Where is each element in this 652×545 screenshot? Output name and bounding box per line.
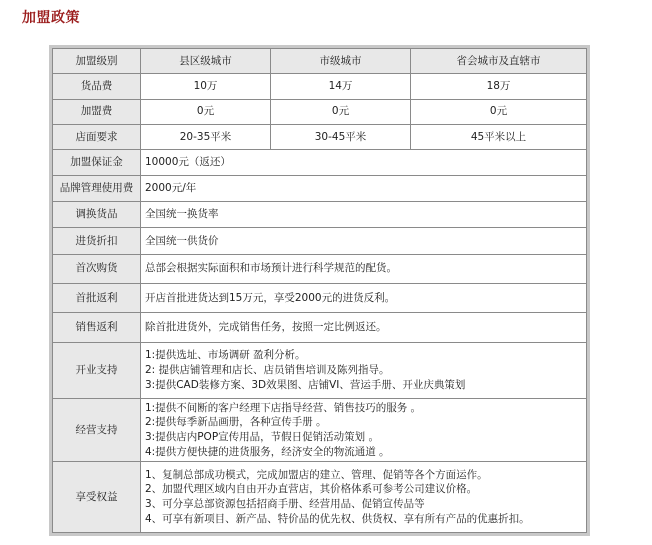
table-row-opening-support [53,342,587,399]
table-row-first-rebate [53,283,587,312]
first-rebate-value: 开店首批进货达到15万元，享受2000元的进货反利。 [141,283,587,312]
store-area-provincial: 45平米以上 [411,124,587,149]
store-area-municipal: 30-45平米 [271,124,411,149]
table-row-sales-rebate [53,313,587,342]
header-county-city: 县区级城市 [141,49,271,74]
list-item: 3、可分享总部资源包括招商手册、经营用品、促销宣传品等 [145,498,425,511]
policy-table-frame [49,45,590,536]
first-purchase-value: 总部会根据实际面积和市场预计进行科学规范的配货。 [141,254,587,283]
table-row-first-purchase [53,254,587,283]
row-label: 调换货品 [53,201,141,227]
header-provincial-city: 省会城市及直辖市 [411,49,587,74]
opening-support-value [141,342,587,399]
row-label: 品牌管理使用费 [53,175,141,201]
list-item: 4:提供方便快捷的进货服务，经济安全的物流通道 。 [145,445,390,458]
table-row-operation-support [53,399,587,462]
list-item: 1、复制总部成功模式，完成加盟店的建立、管理、促销等各个方面运作。 [145,468,488,481]
deposit-value: 10000元（返还） [141,150,587,175]
list-item: 2: 提供店铺管理和店长、店员销售培训及陈列指导。 [145,364,390,377]
list-item: 1:提供不间断的客户经理下店指导经营、销售技巧的服务 。 [145,401,422,414]
join-fee-county: 0元 [141,99,271,124]
row-label: 加盟保证金 [53,150,141,175]
store-area-county: 20-35平米 [141,124,271,149]
discount-value: 全国统一供货价 [141,228,587,254]
list-item: 4、可享有新项目、新产品、特价品的优先权、供货权、享有所有产品的优惠折扣。 [145,512,530,525]
join-fee-provincial: 0元 [411,99,587,124]
table-row-rights [53,462,587,533]
goods-fee-provincial: 18万 [411,74,587,99]
row-label: 开业支持 [53,342,141,399]
list-item: 3:提供CAD装修方案、3D效果图、店铺VI、营运手册、开业庆典策划 [145,378,466,391]
list-item: 3:提供店内POP宣传用品，节假日促销活动策划 。 [145,431,379,444]
row-label: 货品费 [53,74,141,99]
row-label: 进货折扣 [53,228,141,254]
table-row-brand-fee [53,175,587,201]
rights-value [141,462,587,533]
sales-rebate-value: 除首批进货外，完成销售任务，按照一定比例返还。 [141,313,587,342]
header-level-label: 加盟级别 [53,49,141,74]
table-row-join-fee [53,99,587,124]
row-label: 加盟费 [53,99,141,124]
row-label: 店面要求 [53,124,141,149]
table-row-deposit [53,150,587,175]
exchange-value: 全国统一换货率 [141,201,587,227]
row-label: 经营支持 [53,399,141,462]
goods-fee-county: 10万 [141,74,271,99]
table-row-discount [53,228,587,254]
row-label: 享受权益 [53,462,141,533]
policy-table [52,48,587,533]
operation-support-value [141,399,587,462]
row-label: 首批返利 [53,283,141,312]
table-row-goods-fee [53,74,587,99]
list-item: 2:提供每季新品画册，各种宣传手册 。 [145,416,327,429]
header-municipal-city: 市级城市 [271,49,411,74]
table-row-exchange [53,201,587,227]
list-item: 1:提供选址、市场调研 盈利分析。 [145,349,306,362]
list-item: 2、加盟代理区域内自由开办直营店，其价格体系可参考公司建议价格。 [145,483,478,496]
brand-fee-value: 2000元/年 [141,175,587,201]
table-row-header [53,49,587,74]
table-row-store-area [53,124,587,149]
row-label: 销售返利 [53,313,141,342]
row-label: 首次购货 [53,254,141,283]
goods-fee-municipal: 14万 [271,74,411,99]
page-title: 加盟政策 [22,10,80,26]
join-fee-municipal: 0元 [271,99,411,124]
